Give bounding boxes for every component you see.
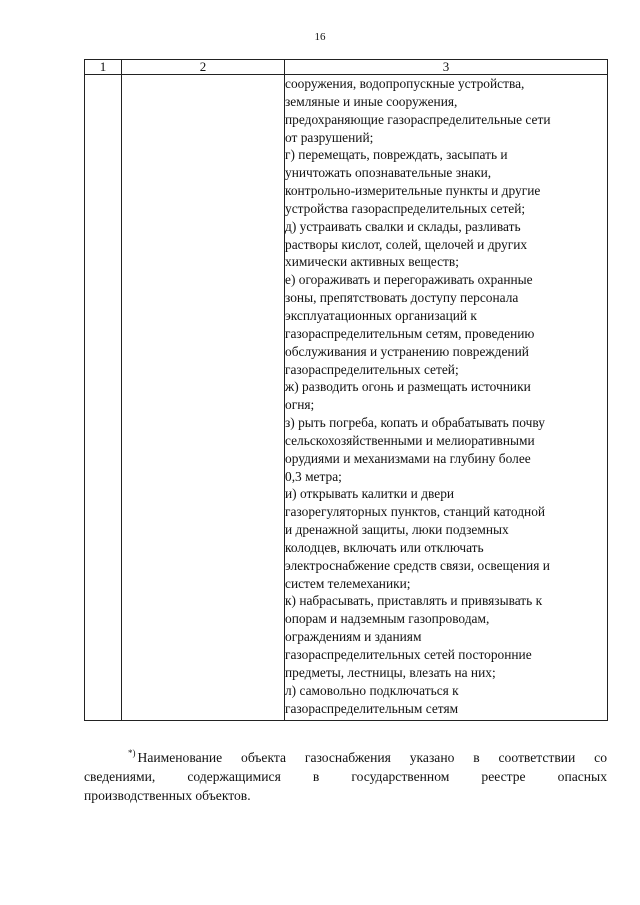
- column-1-cell: [85, 75, 122, 721]
- cell-text-line: сооружения, водопропускные устройства,: [285, 76, 525, 91]
- cell-text-line: устройства газораспределительных сетей;: [285, 200, 526, 216]
- cell-text-line: земляные и иные сооружения,: [285, 93, 458, 109]
- cell-text-line: ограждениям и зданиям: [285, 629, 422, 645]
- cell-text-line: и) открывать калитки и двери: [285, 486, 455, 502]
- cell-text-line: предохраняющие газораспределительные сети: [285, 111, 551, 127]
- cell-text-line: огня;: [285, 397, 315, 413]
- cell-text-line: ж) разводить огонь и размещать источники: [285, 379, 531, 395]
- cell-text-line: контрольно-измерительные пункты и другие: [285, 183, 541, 199]
- column-header-3: 3: [285, 60, 608, 75]
- cell-text-line: е) огораживать и перегораживать охранные: [285, 272, 533, 288]
- footnote-line: сведениями, содержащимися в государственном реестре опасных: [84, 769, 607, 784]
- cell-text-line: эксплуатационных организаций к: [285, 307, 477, 323]
- column-2-cell: [122, 75, 285, 721]
- cell-text-line: г) перемещать, повреждать, засыпать и: [285, 147, 508, 163]
- footnote-mark: *): [128, 748, 136, 758]
- table-row: [85, 75, 608, 721]
- cell-text-line: растворы кислот, солей, щелочей и других: [285, 236, 528, 252]
- cell-text-line: систем телемеханики;: [285, 575, 411, 591]
- footnote-line: производственных объектов.: [84, 788, 251, 803]
- requirements-table: [84, 59, 608, 721]
- footnote: [84, 744, 607, 805]
- column-3-cell: [285, 75, 608, 721]
- column-header-2: 2: [122, 60, 285, 75]
- cell-text-line: газораспределительным сетям, проведению: [285, 325, 535, 341]
- cell-text-line: обслуживания и устранению повреждений: [285, 343, 529, 359]
- footnote-line: [84, 744, 607, 767]
- page-number: 16: [314, 31, 326, 43]
- cell-text-line: 0,3 метра;: [285, 468, 342, 484]
- cell-text-line: сельскохозяйственными и мелиоративными: [285, 432, 535, 448]
- cell-text-line: предметы, лестницы, влезать на них;: [285, 664, 496, 680]
- cell-text-line: л) самовольно подключаться к: [285, 682, 459, 698]
- cell-text-line: опорам и надземным газопроводам,: [285, 611, 490, 627]
- cell-text-line: химически активных веществ;: [285, 254, 459, 270]
- cell-text-line: орудиями и механизмами на глубину более: [285, 450, 531, 466]
- cell-text-line: колодцев, включать или отключать: [285, 539, 484, 555]
- cell-text-line: от разрушений;: [285, 129, 374, 145]
- cell-text-line: и дренажной защиты, люки подземных: [285, 522, 509, 538]
- cell-text-line: зоны, препятствовать доступу персонала: [285, 290, 519, 306]
- cell-text-line: газорегуляторных пунктов, станций катодной: [285, 504, 546, 520]
- cell-text-line: газораспределительных сетей посторонние: [285, 647, 532, 662]
- column-header-1: 1: [85, 60, 122, 75]
- table-header-row: [85, 60, 608, 75]
- cell-text-line: электроснабжение средств связи, освещения и: [285, 557, 550, 573]
- cell-text-line: к) набрасывать, приставлять и привязывать к: [285, 593, 543, 609]
- cell-text-line: газораспределительных сетей;: [285, 361, 459, 377]
- cell-text-line: д) устраивать свалки и склады, разливать: [285, 218, 521, 234]
- cell-text-line: уничтожать опознавательные знаки,: [285, 165, 492, 181]
- footnote-text: Наименование объекта газоснабжения указано в соответствии со: [137, 750, 607, 765]
- cell-text-line: з) рыть погреба, копать и обрабатывать почву: [285, 415, 545, 431]
- cell-text-line: газораспределительным сетям: [285, 700, 459, 716]
